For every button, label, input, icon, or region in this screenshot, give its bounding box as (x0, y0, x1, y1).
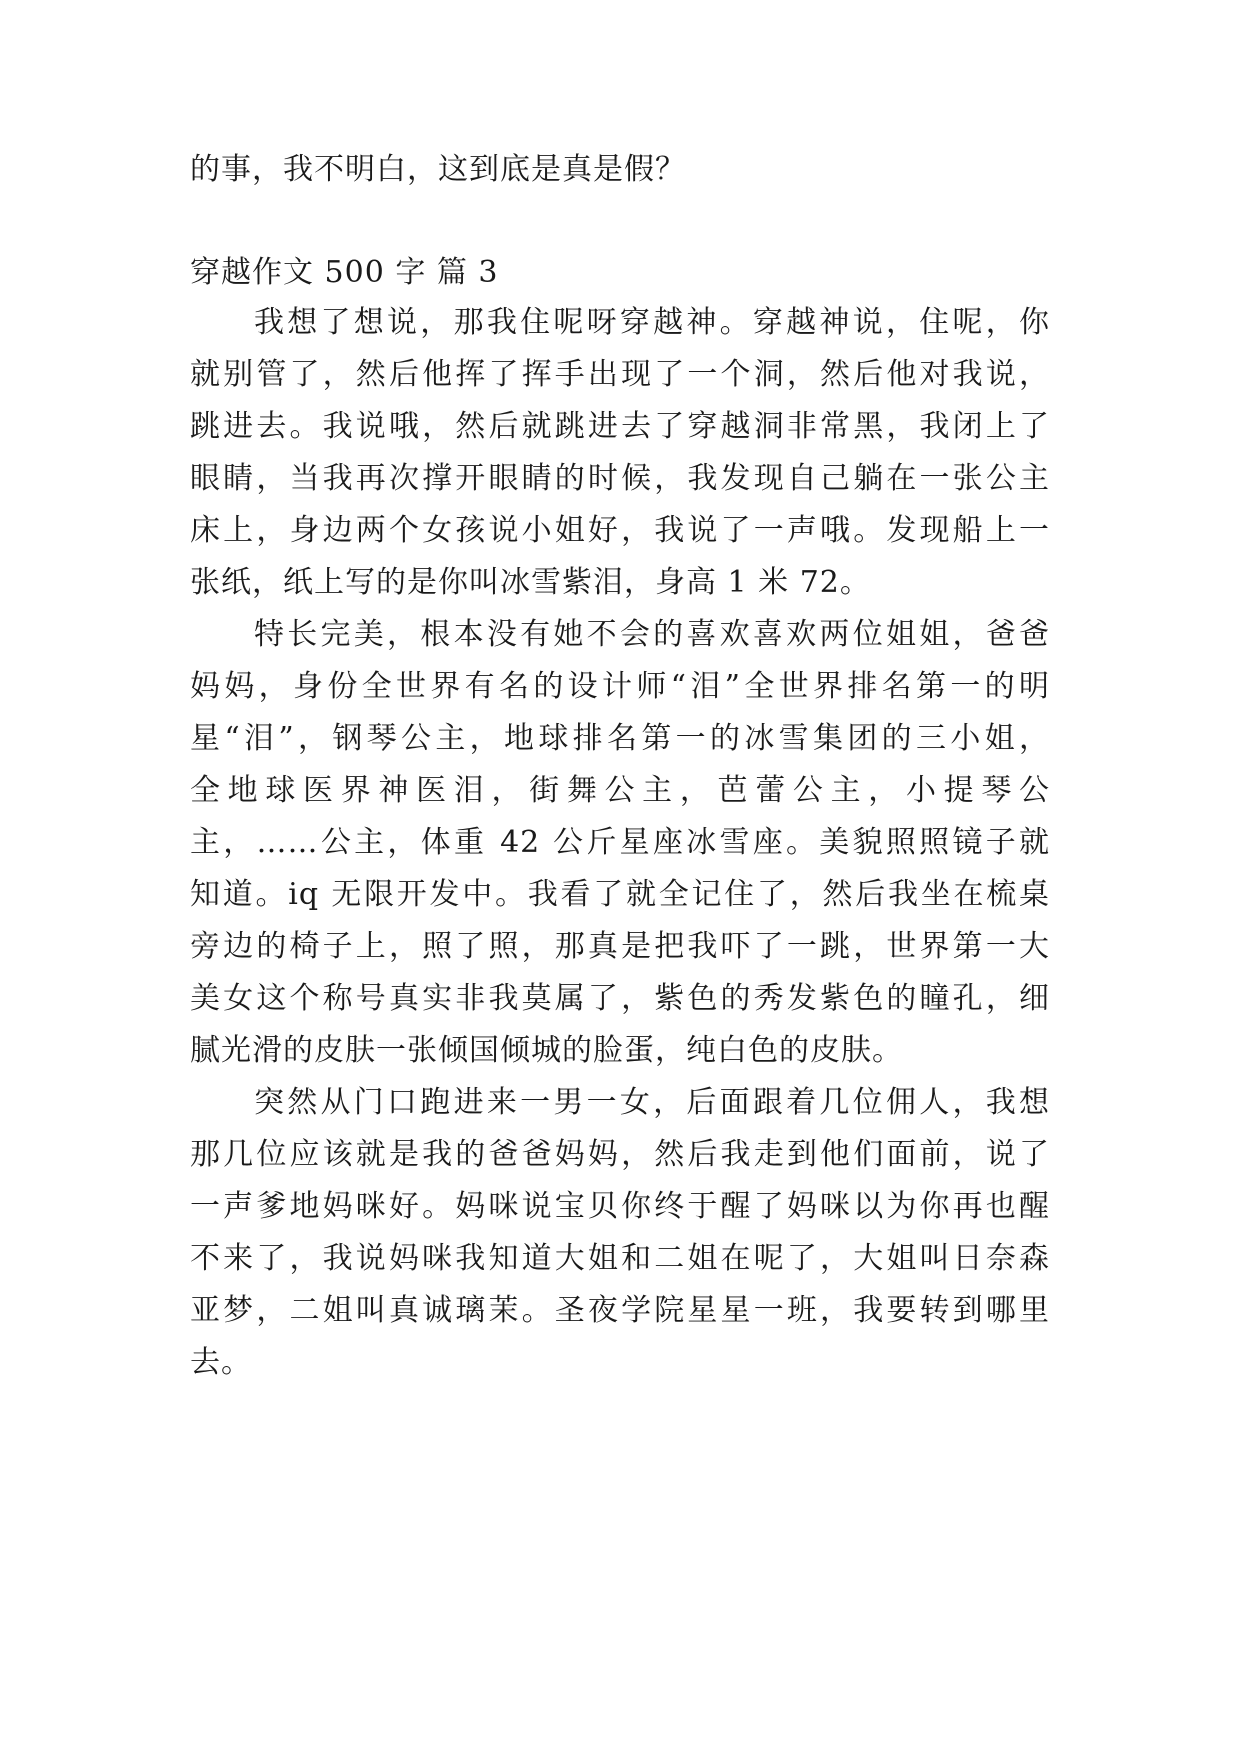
text-line: 那几位应该就是我的爸爸妈妈，然后我走到他们面前，说了 (190, 1137, 1050, 1172)
text-line: 张纸，纸上写的是你叫冰雪紫泪，身高 1 米 72。 (190, 565, 871, 600)
text-line: 跳进去。我说哦，然后就跳进去了穿越洞非常黑，我闭上了 (190, 409, 1050, 444)
text-line: 眼睛，当我再次撑开眼睛的时候，我发现自己躺在一张公主 (190, 461, 1050, 496)
text-line: 不来了，我说妈咪我知道大姐和二姐在呢了，大姐叫日奈森 (190, 1241, 1050, 1276)
text-line: 就别管了，然后他挥了挥手出现了一个洞，然后他对我说， (190, 357, 1050, 392)
text-line: 主，……公主，体重 42 公斤星座冰雪座。美貌照照镜子就 (190, 825, 1050, 860)
text-line: 突然从门口跑进来一男一女，后面跟着几位佣人，我想 (254, 1085, 1050, 1120)
text-line: 去。 (190, 1345, 252, 1380)
text-line: 我想了想说，那我住呢呀穿越神。穿越神说，住呢，你 (254, 305, 1050, 340)
text-line: 腻光滑的皮肤一张倾国倾城的脸蛋，纯白色的皮肤。 (190, 1033, 903, 1068)
text-line: 亚梦，二姐叫真诚璃茉。圣夜学院星星一班，我要转到哪里 (190, 1293, 1050, 1328)
text-line: 旁边的椅子上，照了照，那真是把我吓了一跳，世界第一大 (190, 929, 1050, 964)
section-heading: 穿越作文 500 字 篇 3 (190, 255, 499, 290)
text-line: 床上，身边两个女孩说小姐好，我说了一声哦。发现船上一 (190, 513, 1050, 548)
text-line: 妈妈，身份全世界有名的设计师“泪”全世界排名第一的明 (190, 669, 1050, 704)
text-line: 星“泪”，钢琴公主，地球排名第一的冰雪集团的三小姐， (190, 721, 1050, 756)
text-line: 美女这个称号真实非我莫属了，紫色的秀发紫色的瞳孔，细 (190, 981, 1050, 1016)
text-line: 全地球医界神医泪，街舞公主，芭蕾公主，小提琴公 (190, 773, 1050, 808)
text-line: 特长完美，根本没有她不会的喜欢喜欢两位姐姐，爸爸 (254, 617, 1050, 652)
text-line: 一声爹地妈咪好。妈咪说宝贝你终于醒了妈咪以为你再也醒 (190, 1189, 1050, 1224)
text-line: 知道。iq 无限开发中。我看了就全记住了，然后我坐在梳桌 (190, 877, 1050, 912)
text-line: 的事，我不明白，这到底是真是假？ (190, 152, 686, 187)
